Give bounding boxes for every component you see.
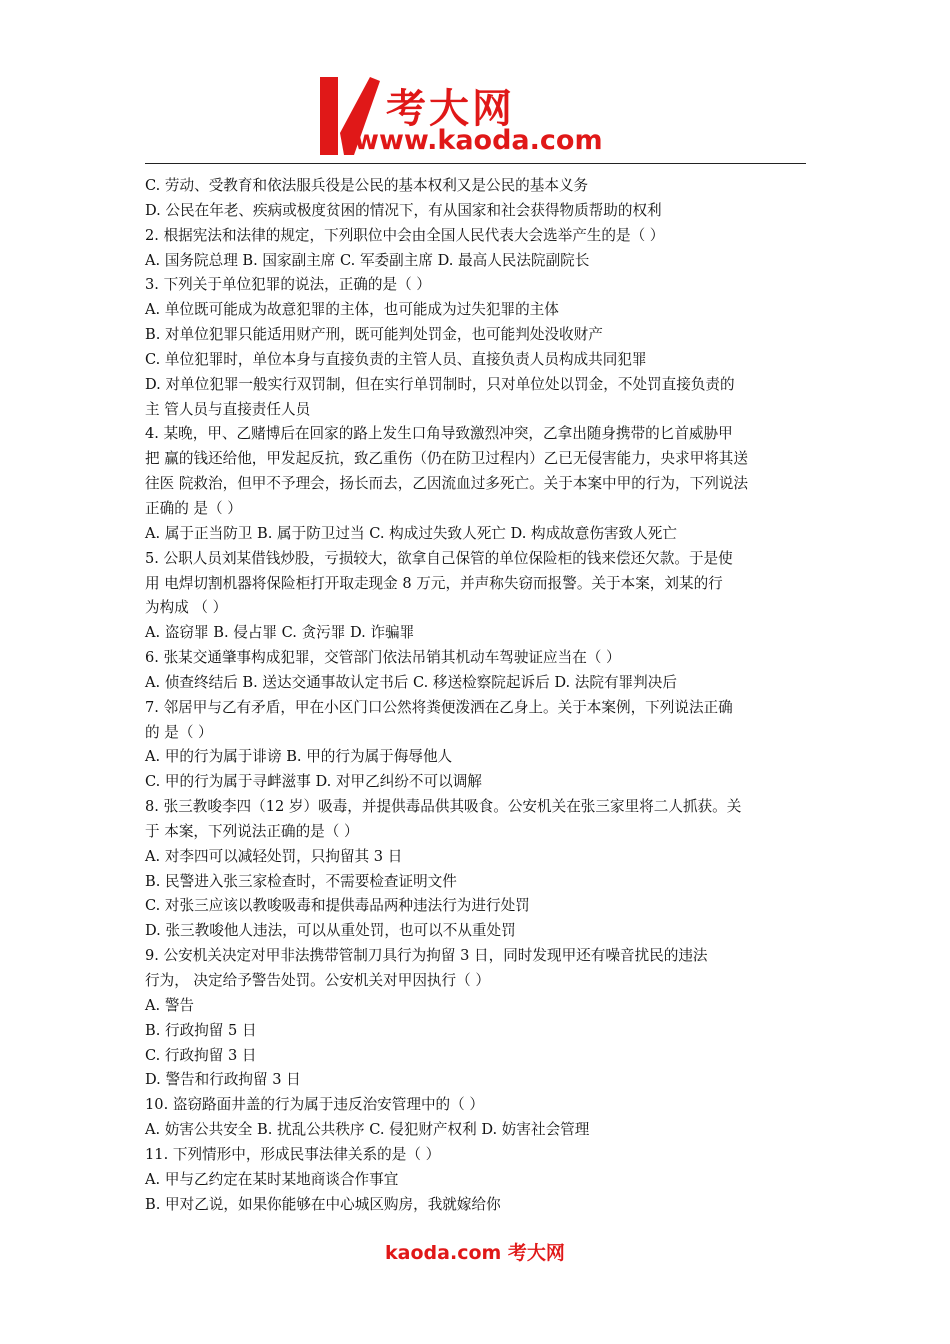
text-line: B. 行政拘留 5 日 <box>145 1021 257 1039</box>
text-line: A. 对李四可以减轻处罚，只拘留其 3 日 <box>145 847 403 865</box>
text-line: D. 警告和行政拘留 3 日 <box>145 1071 301 1089</box>
text-line: C. 行政拘留 3 日 <box>145 1046 257 1064</box>
text-line: 7. 邻居甲与乙有矛盾，甲在小区门口公然将粪便泼洒在乙身上。关于本案例，下列说法正确 <box>145 698 733 716</box>
text-line: A. 属于正当防卫 B. 属于防卫过当 C. 构成过失致人死亡 D. 构成故意伤害致人死亡 <box>145 524 677 542</box>
text-line: D. 张三教唆他人违法，可以从重处罚，也可以不从重处罚 <box>145 922 516 940</box>
text-line: D. 公民在年老、疾病或极度贫困的情况下，有从国家和社会获得物质帮助的权利 <box>145 201 662 219</box>
logo-chinese-text: 考大网 <box>386 86 515 132</box>
text-line: 主 管人员与直接责任人员 <box>145 400 311 418</box>
text-line: 行为， 决定给予警告处罚。公安机关对甲因执行（ ） <box>145 972 490 989</box>
text-line: 为构成 （ ） <box>145 599 228 617</box>
text-line: 的 是（ ） <box>145 723 213 741</box>
text-line: 10. 盗窃路面井盖的行为属于违反治安管理中的（ ） <box>145 1096 484 1114</box>
text-line: 正确的 是（ ） <box>145 499 242 517</box>
text-line: 6. 张某交通肇事构成犯罪，交管部门依法吊销其机动车驾驶证应当在（ ） <box>145 649 621 667</box>
text-line: 9. 公安机关决定对甲非法携带管制刀具行为拘留 3 日，同时发现甲还有噪音扰民的违法 <box>145 947 708 965</box>
text-line: C. 对张三应该以教唆吸毒和提供毒品两种违法行为进行处罚 <box>145 897 530 915</box>
text-line: A. 妨害公共安全 B. 扰乱公共秩序 C. 侵犯财产权利 D. 妨害社会管理 <box>145 1121 590 1139</box>
text-line: 2. 根据宪法和法律的规定，下列职位中会由全国人民代表大会选举产生的是（ ） <box>145 226 665 244</box>
text-line: 把 赢的钱还给他，甲发起反抗，致乙重伤（仍在防卫过程内）乙已无侵害能力，央求甲将其送 <box>145 450 748 468</box>
text-line: 4. 某晚，甲、乙赌博后在回家的路上发生口角导致激烈冲突，乙拿出随身携带的匕首威胁甲 <box>145 425 733 443</box>
text-line: A. 单位既可能成为故意犯罪的主体，也可能成为过失犯罪的主体 <box>145 301 559 319</box>
page-footer: kaoda.com 考大网 <box>385 1242 565 1264</box>
text-line: 11. 下列情形中，形成民事法律关系的是（ ） <box>145 1145 441 1163</box>
page-header <box>0 0 950 170</box>
text-line: 3. 下列关于单位犯罪的说法，正确的是（ ） <box>145 276 431 294</box>
text-line: A. 甲与乙约定在某时某地商谈合作事宜 <box>145 1170 399 1188</box>
text-line: A. 甲的行为属于诽谤 B. 甲的行为属于侮辱他人 <box>145 748 453 766</box>
logo-url-text: www.kaoda.com <box>354 125 603 156</box>
text-line: 8. 张三教唆李四（12 岁）吸毒，并提供毒品供其吸食。公安机关在张三家里将二人抓获。关 <box>145 798 742 816</box>
text-line: A. 盗窃罪 B. 侵占罪 C. 贪污罪 D. 诈骗罪 <box>145 624 415 642</box>
text-line: 用 电焊切割机器将保险柜打开取走现金 8 万元，并声称失窃而报警。关于本案，刘某的行 <box>145 574 723 592</box>
text-line: B. 对单位犯罪只能适用财产刑，既可能判处罚金，也可能判处没收财产 <box>145 326 603 344</box>
text-line: A. 侦查终结后 B. 送达交通事故认定书后 C. 移送检察院起诉后 D. 法院有罪判决后 <box>145 673 677 691</box>
question-content <box>145 174 810 1217</box>
text-line: 5. 公职人员刘某借钱炒股，亏损较大，欲拿自己保管的单位保险柜的钱来偿还欠款。于是使 <box>145 549 733 567</box>
text-line: 于 本案，下列说法正确的是（ ） <box>145 822 359 840</box>
text-line: C. 劳动、受教育和依法服兵役是公民的基本权利又是公民的基本义务 <box>145 177 589 194</box>
header-divider <box>145 163 806 164</box>
text-line: 往医 院救治，但甲不予理会，扬长而去，乙因流血过多死亡。关于本案中甲的行为，下列说法 <box>145 475 748 493</box>
text-line: C. 单位犯罪时，单位本身与直接负责的主管人员、直接负责人员构成共同犯罪 <box>145 350 647 368</box>
text-line: C. 甲的行为属于寻衅滋事 D. 对甲乙纠纷不可以调解 <box>145 773 482 791</box>
text-line: A. 警告 <box>145 996 195 1014</box>
text-line: D. 对单位犯罪一般实行双罚制，但在实行单罚制时，只对单位处以罚金，不处罚直接负责的 <box>145 375 735 393</box>
text-line: A. 国务院总理 B. 国家副主席 C. 军委副主席 D. 最高人民法院副院长 <box>145 251 590 269</box>
text-line: B. 民警进入张三家检查时，不需要检查证明文件 <box>145 872 457 890</box>
text-line: B. 甲对乙说，如果你能够在中心城区购房，我就嫁给你 <box>145 1195 501 1213</box>
